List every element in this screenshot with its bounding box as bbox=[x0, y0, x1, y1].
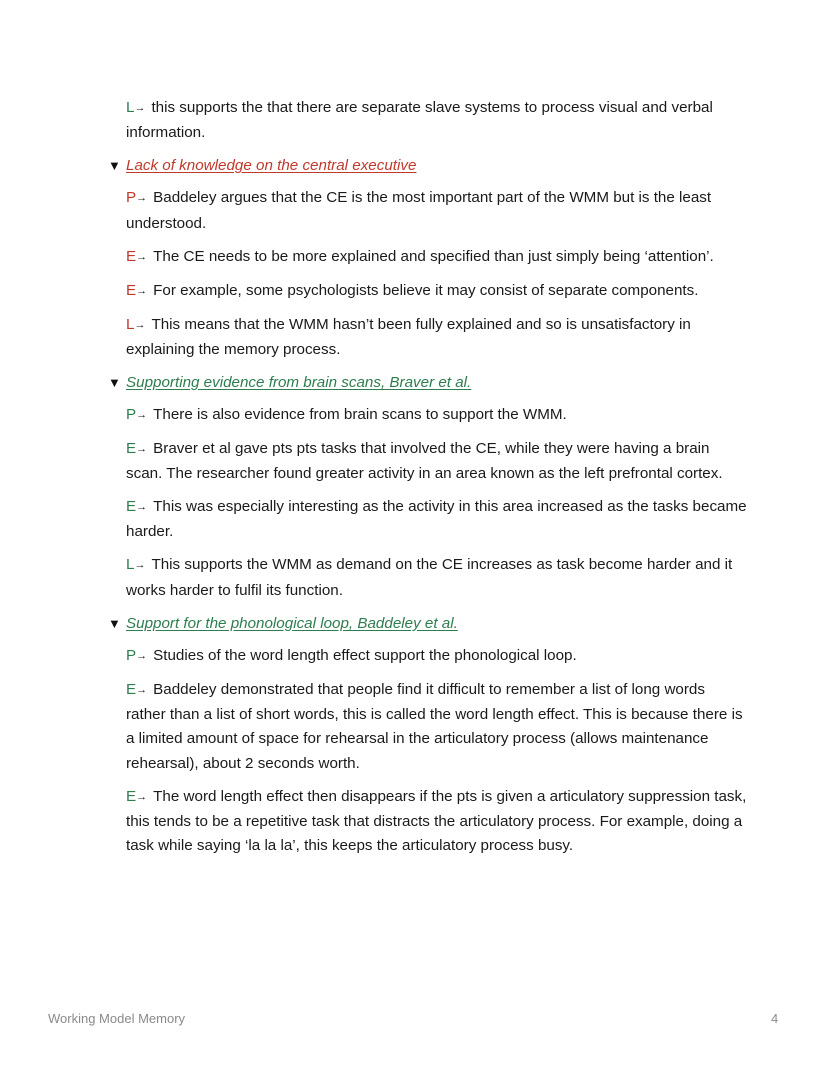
pel-paragraph bbox=[126, 313, 748, 363]
pel-letter: L bbox=[126, 556, 135, 574]
pel-paragraph bbox=[126, 245, 748, 270]
pel-letter: L bbox=[126, 99, 135, 116]
paragraph-text: Baddeley demonstrated that people find it difficult to remember a list of long words rather than a list of short words, this is called the word length effect. This is because there is a limited amount of space for rehearsal in the articulatory process (allows maintenance rehearsal), about 2 seconds worth. bbox=[126, 680, 743, 772]
pel-paragraph bbox=[126, 437, 748, 487]
footer-title: Working Model Memory bbox=[48, 1011, 186, 1026]
pel-paragraph bbox=[126, 403, 748, 428]
paragraph-text: Braver et al gave pts pts tasks that involved the CE, while they were having a brain scan. The researcher found greater activity in an area known as the left prefrontal cortex. bbox=[126, 439, 723, 483]
pel-paragraph bbox=[126, 644, 748, 669]
paragraph-text: This means that the WMM hasn’t been fully explained and so is unsatisfactory in explaining the memory process. bbox=[126, 315, 691, 358]
pel-letter: E bbox=[126, 680, 137, 698]
pel-letter: E bbox=[126, 439, 137, 457]
pel-letter: P bbox=[126, 405, 137, 423]
paragraph-text: Studies of the word length effect support the phonological loop. bbox=[153, 646, 577, 664]
pel-paragraph bbox=[126, 785, 748, 859]
arrow-icon: → bbox=[136, 683, 148, 696]
section-title: Support for the phonological loop, Baddeley et al. bbox=[126, 614, 458, 632]
paragraph-text: This supports the WMM as demand on the CE increases as task become harder and it works harder to fulfil its function. bbox=[126, 556, 733, 599]
pel-letter: E bbox=[126, 247, 137, 265]
collapse-triangle-icon[interactable]: ▼ bbox=[108, 158, 121, 174]
paragraph-text: This was especially interesting as the activity in this area increased as the tasks became harder. bbox=[126, 498, 747, 541]
pel-paragraph bbox=[126, 186, 748, 236]
arrow-icon: → bbox=[136, 284, 148, 297]
collapse-triangle-icon[interactable]: ▼ bbox=[108, 615, 121, 631]
paragraph-text: The CE needs to be more explained and specified than just simply being ‘attention’. bbox=[153, 247, 714, 265]
pel-paragraph bbox=[126, 495, 748, 545]
paragraph-text: There is also evidence from brain scans to support the WMM. bbox=[153, 405, 567, 423]
arrow-icon: → bbox=[136, 442, 148, 455]
arrow-icon: → bbox=[136, 790, 148, 803]
pel-letter: E bbox=[126, 498, 137, 516]
paragraph-text: For example, some psychologists believe it may consist of separate components. bbox=[153, 281, 699, 299]
arrow-icon: → bbox=[134, 559, 146, 572]
arrow-icon: → bbox=[136, 501, 148, 514]
pel-paragraph bbox=[126, 96, 748, 146]
section-title: Supporting evidence from brain scans, Braver et al. bbox=[126, 373, 472, 391]
section-heading bbox=[108, 371, 748, 395]
paragraph-text: this supports the that there are separate slave systems to process visual and verbal information. bbox=[126, 99, 713, 142]
pel-letter: E bbox=[126, 281, 137, 299]
pel-letter: E bbox=[126, 787, 137, 805]
paragraph-text: The word length effect then disappears if the pts is given a articulatory suppression task, this tends to be a repetitive task that distracts the articulatory process. For example, doing a task while saying ‘la la la’, this keeps the articulatory process busy. bbox=[126, 787, 747, 855]
arrow-icon: → bbox=[136, 250, 148, 263]
pel-letter: L bbox=[126, 315, 135, 333]
page-number: 4 bbox=[771, 1011, 779, 1026]
pel-paragraph bbox=[126, 279, 748, 304]
pel-letter: P bbox=[126, 646, 137, 664]
paragraph-text: Baddeley argues that the CE is the most important part of the WMM but is the least understood. bbox=[126, 189, 712, 232]
section-title: Lack of knowledge on the central executive bbox=[126, 157, 417, 175]
arrow-icon: → bbox=[136, 192, 148, 205]
collapse-triangle-icon[interactable]: ▼ bbox=[108, 374, 121, 390]
section-heading bbox=[108, 154, 748, 178]
arrow-icon: → bbox=[136, 649, 148, 662]
arrow-icon: → bbox=[136, 408, 148, 421]
arrow-icon: → bbox=[134, 102, 146, 114]
arrow-icon: → bbox=[134, 318, 146, 331]
pel-letter: P bbox=[126, 189, 137, 207]
pel-paragraph bbox=[126, 553, 748, 603]
document-body bbox=[108, 96, 748, 867]
pel-paragraph bbox=[126, 678, 748, 776]
section-heading bbox=[108, 612, 748, 636]
